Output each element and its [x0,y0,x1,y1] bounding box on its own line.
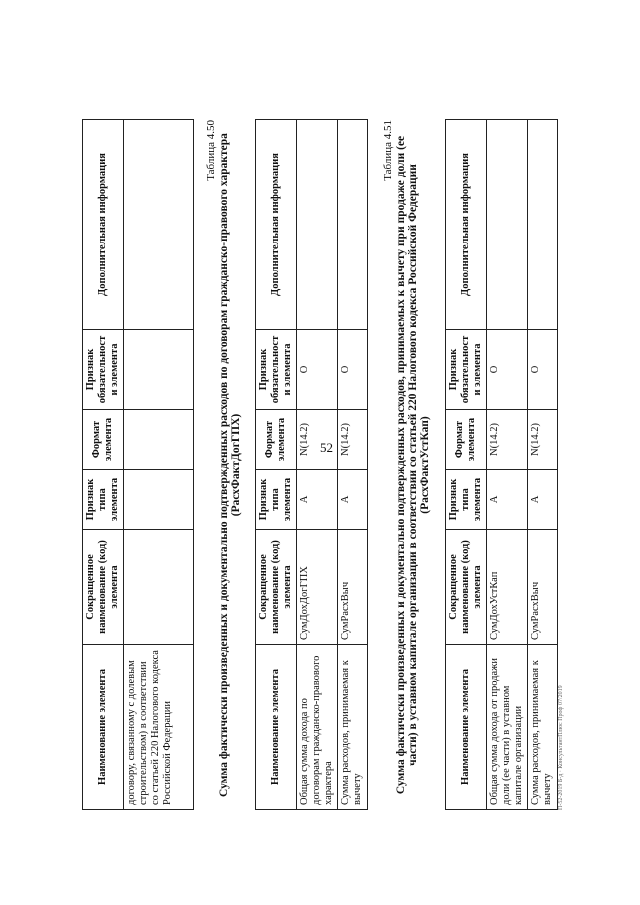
header-type: Признак типа элемента [83,470,124,530]
table-row [297,120,338,810]
cell-type [124,470,194,530]
header-required: Признак обязательности элемента [256,330,297,410]
header-required: Признак обязательности элемента [446,330,487,410]
cell-required: О [338,330,367,410]
header-name: Наименование элемента [446,645,487,810]
table-label-450: Таблица 4.50 [205,120,217,181]
table-header-row [256,120,297,810]
table-caption-450: Сумма фактически произведенных и документально подтвержденных расходов по договорам гражданско-правового характера (РасхФактДогГПХ) [218,133,242,797]
cell-short-name [124,530,194,645]
header-short-name: Сокращенное наименование (код) элемента [256,530,297,645]
table-row [487,120,528,810]
header-short-name: Сокращенное наименование (код) элемента [446,530,487,645]
cell-type: А [297,470,338,530]
table-header-row [83,120,124,810]
table-row [338,120,367,810]
table-continuation [82,119,194,810]
cell-format: N(14.2) [528,410,557,470]
cell-required: О [528,330,557,410]
cell-type: А [528,470,557,530]
cell-info [528,120,557,330]
cell-name: Общая сумма дохода от продажи доли (ее части) в уставном капитале организации [487,645,528,810]
table-451 [445,119,558,810]
cell-short-name: СумДохДогГПХ [297,530,338,645]
cell-required [124,330,194,410]
cell-name: Общая сумма дохода по договорам гражданско-правового характера [297,645,338,810]
cell-short-name: СумРасхВыч [528,530,557,645]
header-short-name: Сокращенное наименование (код) элемента [83,530,124,645]
table-row [528,120,557,810]
cell-name: договору, связанному с долевым строительством) в соответствии со статьей 220 Налогового кодекса Российской Федерации [124,645,194,810]
table-row [124,120,194,810]
table-header-row [446,120,487,810]
header-info: Дополнительная информация [446,120,487,330]
cell-type: А [487,470,528,530]
cell-format: N(14.2) [338,410,367,470]
header-format: Формат элемента [256,410,297,470]
cell-required: О [297,330,338,410]
cell-name: Сумма расходов, принимаемая к вычету [338,645,367,810]
cell-format [124,410,194,470]
header-info: Дополнительная информация [256,120,297,330]
page-number: 52 [320,440,333,455]
header-format: Формат элемента [83,410,124,470]
cell-short-name: СумДохУстКап [487,530,528,645]
footer-note: П-52-2019 Б-д · КонсультантПлюс Проф 07/2019 [558,685,564,810]
cell-format: N(14.2) [487,410,528,470]
header-name: Наименование элемента [256,645,297,810]
cell-name: Сумма расходов, принимаемая к вычету [528,645,557,810]
table-450 [255,119,368,810]
cell-required: О [487,330,528,410]
cell-type: А [338,470,367,530]
cell-short-name: СумРасхВыч [338,530,367,645]
header-type: Признак типа элемента [446,470,487,530]
cell-info [338,120,367,330]
cell-format: N(14.2) [297,410,338,470]
header-required: Признак обязательности элемента [83,330,124,410]
header-info: Дополнительная информация [83,120,124,330]
cell-info [124,120,194,330]
header-format: Формат элемента [446,410,487,470]
cell-info [487,120,528,330]
table-label-451: Таблица 4.51 [382,120,394,181]
table-caption-451: Сумма фактически произведенных и документально подтвержденных расходов, принимаемых к вычету при продаже доли (ее части) в уставном капитале организации в соответствии со статьей 220 Налогового кодекса Российской Федерации (РасхФактУстКап) [395,135,431,795]
cell-info [297,120,338,330]
header-type: Признак типа элемента [256,470,297,530]
header-name: Наименование элемента [83,645,124,810]
